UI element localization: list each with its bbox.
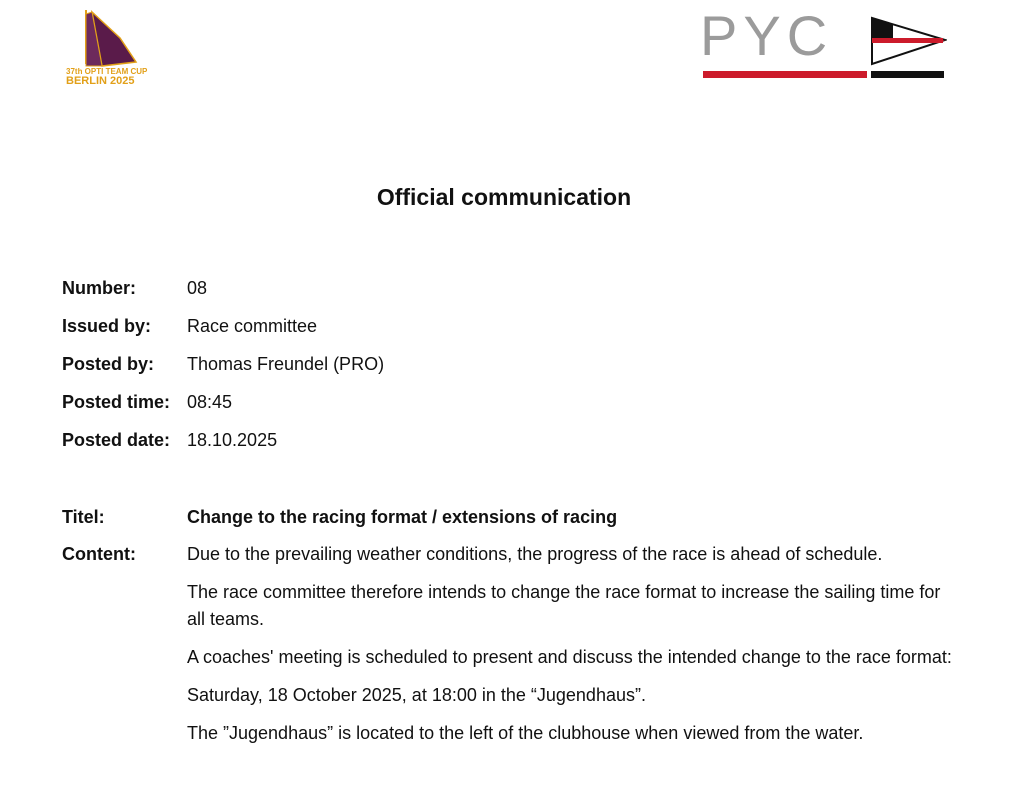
meta-value: 08:45 (187, 392, 233, 412)
content-paragraph: A coaches' meeting is scheduled to present and discuss the intended change to the race format: (187, 647, 952, 667)
document-title: Official communication (376, 184, 632, 210)
event-logo (62, 8, 148, 90)
meta-value: 08 (187, 278, 208, 298)
club-logo-red-bar (703, 71, 867, 78)
meta-label: Number: (62, 278, 137, 298)
content-paragraph: Due to the prevailing weather conditions, the progress of the race is ahead of schedule. (187, 544, 883, 564)
meta-value: Thomas Freundel (PRO) (187, 354, 385, 374)
content-paragraph: The ”Jugendhaus” is located to the left of the clubhouse when viewed from the water. (187, 723, 864, 743)
content-paragraph: The race committee therefore intends to change the race format to increase the sailing time for all teams. (187, 582, 941, 629)
meta-label: Posted by: (62, 354, 155, 374)
meta-label: Posted time: (62, 392, 171, 412)
event-logo-line2: BERLIN 2025 (66, 75, 135, 87)
content-paragraph: Saturday, 18 October 2025, at 18:00 in the “Jugendhaus”. (187, 685, 646, 705)
content-label: Content: (62, 544, 136, 564)
meta-label: Posted date: (62, 430, 171, 450)
meta-label: Issued by: (62, 316, 152, 336)
meta-value: Race committee (187, 316, 318, 336)
titel-value: Change to the racing format / extensions of racing (187, 507, 618, 527)
burgee-flag-icon (871, 16, 947, 66)
event-logo-line1: 37th OPTI TEAM CUP (66, 67, 148, 76)
club-logo-wordmark: PYC (700, 4, 834, 67)
content-body (187, 541, 957, 758)
club-logo-black-bar (871, 71, 944, 78)
club-logo (700, 4, 950, 84)
page-header (0, 0, 1024, 130)
titel-label: Titel: (62, 507, 105, 527)
meta-value: 18.10.2025 (187, 430, 278, 450)
